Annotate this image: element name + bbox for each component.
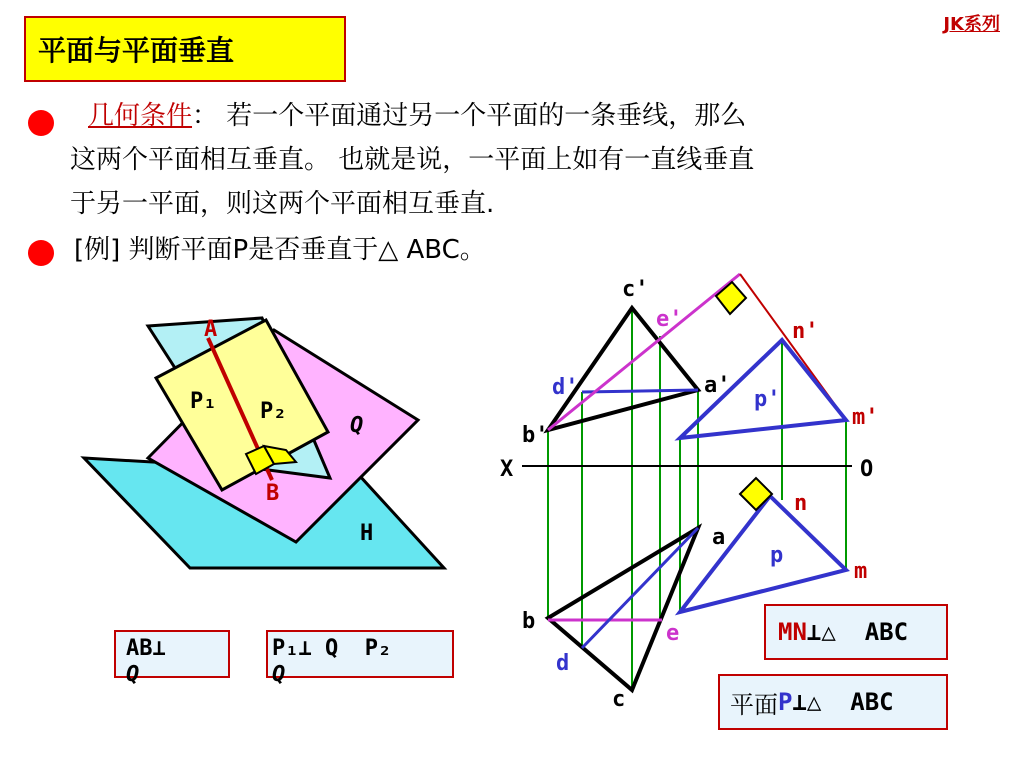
right-angle-upper (716, 282, 746, 314)
label-p-prime: p' (754, 387, 781, 412)
label-p: p (770, 543, 784, 568)
label-a-prime: a' (704, 373, 731, 398)
box1-line1: AB⊥ (126, 636, 166, 661)
label-a: A (204, 317, 218, 342)
mn-prefix: MN (778, 618, 807, 646)
label-m: m (854, 559, 868, 584)
label-n: n (794, 491, 808, 516)
title-box (24, 16, 346, 82)
page-title: 平面与平面垂直 (38, 34, 235, 67)
condition-colon: ： (192, 101, 219, 131)
box1-line2: Q (126, 662, 140, 687)
label-p1: P₁ (190, 389, 217, 414)
condition-label: 几何条件 (88, 101, 193, 131)
label-n-prime: n' (792, 319, 819, 344)
conclusion-box-2 (266, 630, 454, 687)
paragraph-1 (70, 94, 754, 226)
label-p2: P₂ (260, 399, 287, 424)
label-e-prime: e' (656, 307, 683, 332)
label-o: O (860, 457, 874, 482)
triangle-p-lower (680, 496, 846, 612)
label-x: X (500, 457, 514, 482)
bullet-2 (28, 240, 54, 266)
label-a: a (712, 525, 726, 550)
conclusion-box-mn (764, 604, 948, 660)
box2-line2: Q (272, 662, 286, 687)
mn-rest: ⊥△ ABC (806, 618, 909, 646)
box2-line1: P₁⊥ Q P₂ (272, 636, 392, 661)
series-label: JK系列 (943, 14, 1000, 35)
label-d-prime: d' (552, 375, 579, 400)
paragraph-1-text1: 若一个平面通过另一个平面的一条垂线，那么 (226, 101, 747, 131)
label-c: c (612, 687, 626, 710)
label-b: B (266, 481, 280, 506)
label-c-prime: c' (622, 277, 649, 302)
label-q: Q (350, 413, 364, 438)
label-h: H (360, 521, 374, 546)
label-b-prime: b' (522, 423, 549, 448)
line-da-upper (582, 390, 698, 392)
label-m-prime: m' (852, 405, 879, 430)
plane-prefix: 平面 (730, 690, 778, 719)
bullet-1 (28, 110, 54, 136)
label-d: d (556, 651, 570, 676)
conclusion-box-1 (114, 630, 230, 687)
paragraph-1-line2: 这两个平面相互垂直。 也就是说，一平面上如有一直线垂直 (70, 145, 755, 175)
paragraph-1-line1 (70, 94, 754, 138)
paragraph-2: [例] 判断平面P是否垂直于△ ABC。 (74, 235, 486, 265)
plane-p: P (778, 688, 793, 716)
label-b: b (522, 609, 536, 634)
conclusion-box-plane (718, 674, 948, 730)
paragraph-1-line3: 于另一平面，则这两个平面相互垂直. (70, 189, 495, 219)
right-angle-lower (740, 478, 772, 510)
label-e: e (666, 621, 680, 646)
plane-rest: ⊥△ ABC (792, 688, 894, 716)
plane-3d-diagram (70, 300, 530, 620)
